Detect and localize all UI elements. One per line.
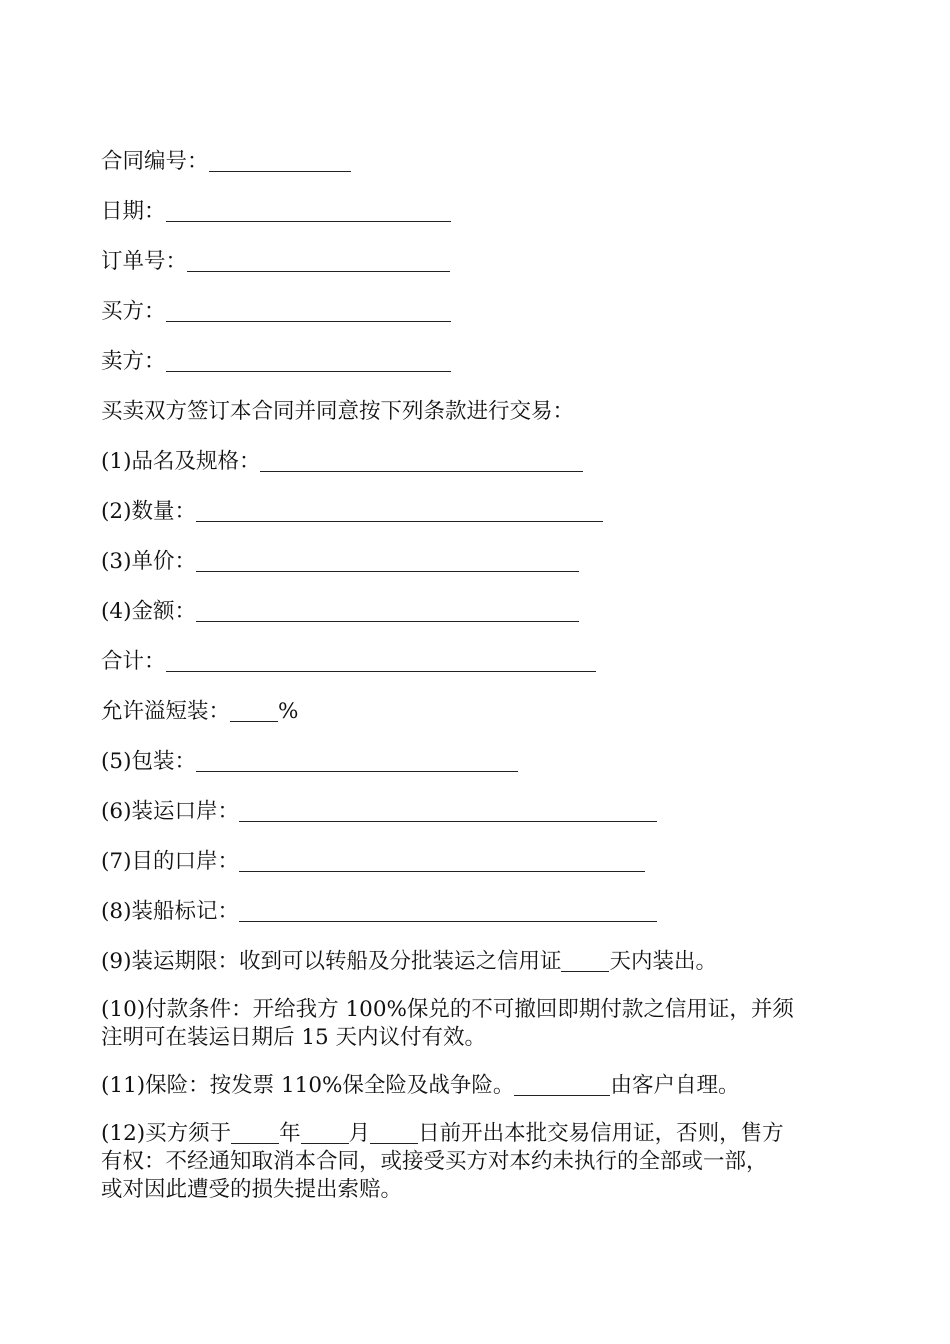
item11-text-end: 由客户自理。: [610, 1073, 740, 1098]
item8-label: (8)装船标记：: [101, 899, 239, 924]
item2-blank[interactable]: [196, 499, 603, 522]
item3-blank[interactable]: [196, 549, 579, 572]
tolerance-row: [101, 696, 861, 727]
seller-label: 卖方：: [101, 349, 166, 374]
item7-row: [101, 846, 861, 877]
item8-blank[interactable]: [239, 899, 657, 922]
item1-row: [101, 446, 861, 477]
total-blank[interactable]: [166, 649, 596, 672]
buyer-label: 买方：: [101, 299, 166, 324]
intro-text: 买卖双方签订本合同并同意按下列条款进行交易：: [101, 399, 575, 424]
item4-blank[interactable]: [196, 599, 579, 622]
item3-label: (3)单价：: [101, 549, 196, 574]
item4-label: (4)金额：: [101, 599, 196, 624]
item9-row: [101, 946, 861, 977]
date-blank[interactable]: [166, 199, 451, 222]
item1-label: (1)品名及规格：: [101, 449, 261, 474]
item7-label: (7)目的口岸：: [101, 849, 239, 874]
item12-line2: 有权：不经通知取消本合同，或接受买方对本约未执行的全部或一部，: [101, 1149, 768, 1174]
tolerance-label: 允许溢短装：: [101, 699, 231, 724]
total-row: [101, 646, 861, 677]
item6-blank[interactable]: [239, 799, 657, 822]
item5-blank[interactable]: [196, 749, 518, 772]
item6-row: [101, 796, 861, 827]
order-no-row: [101, 246, 861, 277]
item5-row: [101, 746, 861, 777]
buyer-blank[interactable]: [166, 299, 451, 322]
item9-text: (9)装运期限：收到可以转船及分批装运之信用证: [101, 949, 562, 974]
seller-blank[interactable]: [166, 349, 451, 372]
item12-day-text: 日前开出本批交易信用证，否则，售方: [418, 1121, 784, 1146]
item11-row: [101, 1070, 861, 1101]
item2-label: (2)数量：: [101, 499, 196, 524]
order-no-blank[interactable]: [187, 249, 450, 272]
item11-text: (11)保险：按发票 110%保全险及战争险。: [101, 1073, 515, 1098]
item10-line1: (10)付款条件：开给我方 100%保兑的不可撤回即期付款之信用证，并须: [101, 997, 794, 1022]
date-label: 日期：: [101, 199, 166, 224]
contract-no-label: 合同编号：: [101, 149, 209, 174]
item11-blank[interactable]: [514, 1073, 610, 1096]
item8-row: [101, 896, 861, 927]
buyer-row: [101, 296, 861, 327]
item10-paragraph: [101, 996, 861, 1052]
item12-day-blank[interactable]: [370, 1121, 418, 1144]
item12-text: (12)买方须于: [101, 1121, 232, 1146]
total-label: 合计：: [101, 649, 166, 674]
item5-label: (5)包装：: [101, 749, 196, 774]
item12-year-blank[interactable]: [231, 1121, 279, 1144]
item12-month-blank[interactable]: [301, 1121, 349, 1144]
tolerance-blank[interactable]: [230, 699, 278, 722]
tolerance-percent: %: [278, 699, 299, 724]
seller-row: [101, 346, 861, 377]
item7-blank[interactable]: [239, 849, 645, 872]
item1-blank[interactable]: [260, 449, 583, 472]
order-no-label: 订单号：: [101, 249, 188, 274]
item10-line2: 注明可在装运日期后 15 天内议付有效。: [101, 1025, 487, 1050]
item12-year-label: 年: [279, 1121, 301, 1146]
item12-month-label: 月: [348, 1121, 371, 1146]
contract-no-blank[interactable]: [209, 149, 351, 172]
item4-row: [101, 596, 861, 627]
contract-no-row: [101, 146, 861, 177]
item2-row: [101, 496, 861, 527]
item6-label: (6)装运口岸：: [101, 799, 239, 824]
date-row: [101, 196, 861, 227]
item3-row: [101, 546, 861, 577]
item12-paragraph: [101, 1120, 861, 1204]
item9-days-blank[interactable]: [561, 949, 609, 972]
contract-document: [101, 146, 861, 1222]
item12-line1: [101, 1120, 861, 1148]
item9-text-end: 天内装出。: [609, 949, 717, 974]
item12-line3: 或对因此遭受的损失提出索赔。: [101, 1177, 403, 1202]
